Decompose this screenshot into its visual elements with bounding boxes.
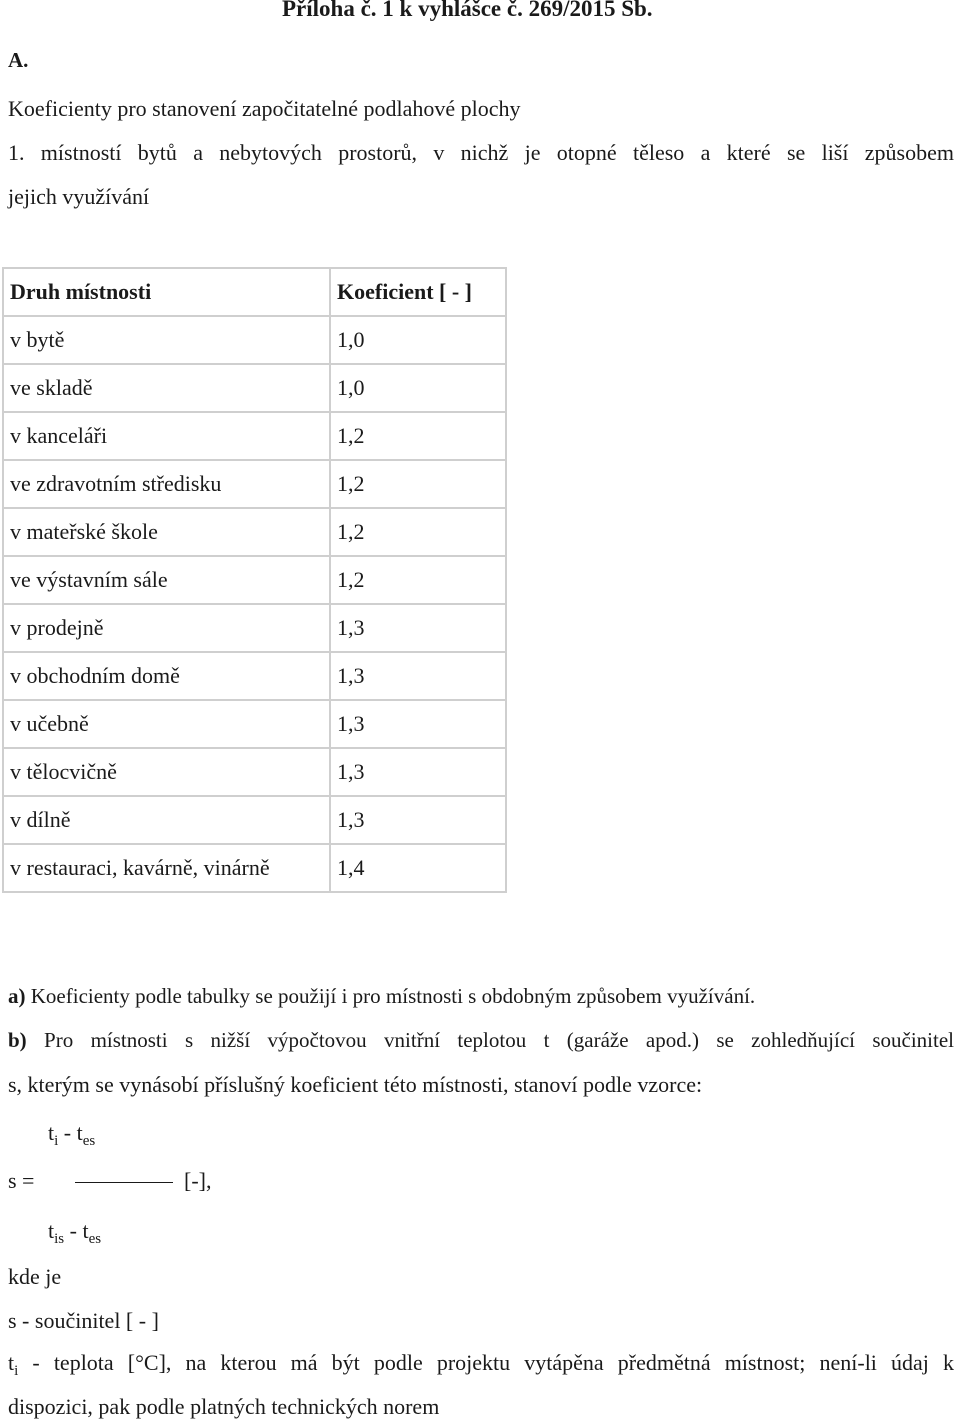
table-row xyxy=(3,652,506,700)
page-title: Příloha č. 1 k vyhlášce č. 269/2015 Sb. xyxy=(282,0,653,21)
table-row xyxy=(3,508,506,556)
table-row xyxy=(3,700,506,748)
coefficient-table xyxy=(2,267,507,893)
paragraph-line: 1. místností bytů a nebytových prostorů, v nichž je otopné těleso a které se liší způsobem xyxy=(8,140,954,165)
room-type-cell: v restauraci, kavárně, vinárně xyxy=(3,844,330,892)
definition-subscript: i xyxy=(14,1363,19,1379)
room-type-cell: v kanceláři xyxy=(3,412,330,460)
coefficient-cell: 1,3 xyxy=(330,748,506,796)
formula-symbol: - t xyxy=(64,1218,89,1243)
note-a-text: Koeficienty podle tabulky se použijí i pro místnosti s obdobným způsobem využívání. xyxy=(25,984,756,1008)
formula-symbol: t xyxy=(48,1120,55,1145)
coefficient-cell: 1,0 xyxy=(330,364,506,412)
formula-denominator xyxy=(48,1218,102,1247)
formula-subscript: es xyxy=(82,1133,96,1149)
formula-numerator xyxy=(48,1120,96,1149)
formula-symbol: - t xyxy=(58,1120,83,1145)
coefficient-cell: 1,4 xyxy=(330,844,506,892)
table-row xyxy=(3,796,506,844)
room-type-cell: v bytě xyxy=(3,316,330,364)
room-type-cell: ve zdravotním středisku xyxy=(3,460,330,508)
coefficient-cell: 1,3 xyxy=(330,700,506,748)
formula-subscript: es xyxy=(88,1231,102,1247)
coefficient-cell: 1,3 xyxy=(330,796,506,844)
table-row xyxy=(3,316,506,364)
note-b-label: b) xyxy=(8,1028,27,1052)
note-a xyxy=(8,984,755,1009)
table-row xyxy=(3,844,506,892)
table-row xyxy=(3,364,506,412)
table-row xyxy=(3,460,506,508)
section-subtitle: Koeficienty pro stanovení započitatelné podlahové plochy xyxy=(8,96,521,121)
note-a-label: a) xyxy=(8,984,26,1008)
paragraph-line: jejich využívání xyxy=(8,184,150,209)
formula-subscript: is xyxy=(54,1231,65,1247)
definition-text: - teplota [°C], na kterou má být podle projektu vytápěna předmětná místnost; není-li údaj k xyxy=(18,1350,954,1375)
room-type-cell: ve skladě xyxy=(3,364,330,412)
note-b xyxy=(8,1028,954,1053)
coefficient-cell: 1,2 xyxy=(330,556,506,604)
coefficient-cell: 1,3 xyxy=(330,604,506,652)
table-row xyxy=(3,748,506,796)
coefficient-cell: 1,0 xyxy=(330,316,506,364)
definition-ti xyxy=(8,1350,954,1379)
coefficient-cell: 1,2 xyxy=(330,412,506,460)
room-type-cell: v učebně xyxy=(3,700,330,748)
formula-unit: [-], xyxy=(184,1168,212,1193)
note-b-continuation: s, kterým se vynásobí příslušný koeficient této místnosti, stanoví podle vzorce: xyxy=(8,1072,703,1097)
definitions-intro: kde je xyxy=(8,1264,62,1289)
room-type-cell: v obchodním domě xyxy=(3,652,330,700)
note-b-text: Pro místnosti s nižší výpočtovou vnitřní teplotou t (garáže apod.) se zohledňující součinitel xyxy=(26,1028,954,1052)
formula-subscript: i xyxy=(54,1133,59,1149)
coefficient-cell: 1,2 xyxy=(330,508,506,556)
room-type-cell: v mateřské škole xyxy=(3,508,330,556)
definition-s: s - součinitel [ - ] xyxy=(8,1308,159,1333)
formula-lhs: s = xyxy=(8,1168,35,1193)
definition-symbol: t xyxy=(8,1350,15,1375)
room-type-cell: ve výstavním sále xyxy=(3,556,330,604)
coefficient-cell: 1,3 xyxy=(330,652,506,700)
table-row xyxy=(3,604,506,652)
definition-ti-continuation: dispozici, pak podle platných technických norem xyxy=(8,1394,440,1419)
section-label: A. xyxy=(8,48,29,72)
fraction-bar xyxy=(75,1182,173,1183)
table-row xyxy=(3,412,506,460)
table-header-row xyxy=(3,268,506,316)
room-type-cell: v prodejně xyxy=(3,604,330,652)
room-type-cell: v dílně xyxy=(3,796,330,844)
coefficient-cell: 1,2 xyxy=(330,460,506,508)
formula-symbol: t xyxy=(48,1218,55,1243)
table-row xyxy=(3,556,506,604)
column-header-coefficient: Koeficient [ - ] xyxy=(330,268,506,316)
column-header-room-type: Druh místnosti xyxy=(3,268,330,316)
room-type-cell: v tělocvičně xyxy=(3,748,330,796)
